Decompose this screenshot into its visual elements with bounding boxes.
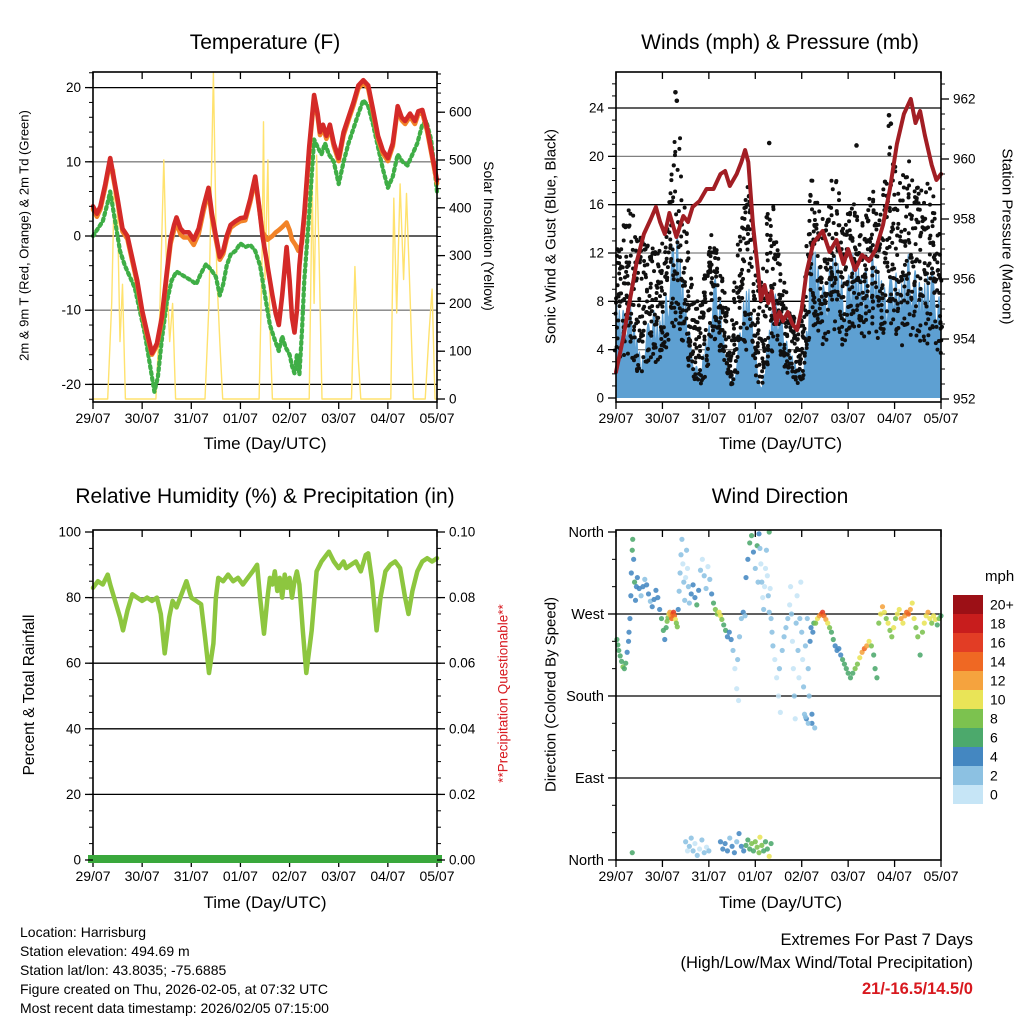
- svg-text:12: 12: [990, 672, 1006, 689]
- svg-text:31/07: 31/07: [691, 868, 727, 884]
- svg-text:0.08: 0.08: [449, 590, 476, 606]
- wind-direction-panel-title: Wind Direction: [711, 485, 849, 508]
- svg-text:0.00: 0.00: [449, 852, 476, 868]
- svg-text:14: 14: [990, 653, 1006, 670]
- winds-xaxis-label: Time (Day/UTC): [718, 434, 843, 453]
- svg-text:29/07: 29/07: [598, 410, 634, 426]
- svg-text:18: 18: [990, 615, 1006, 632]
- svg-text:4: 4: [990, 748, 998, 765]
- svg-text:960: 960: [953, 151, 976, 167]
- svg-text:20+: 20+: [990, 596, 1014, 613]
- svg-text:80: 80: [65, 590, 81, 606]
- svg-text:0: 0: [990, 786, 998, 803]
- footer-elevation: Station elevation: 494.69 m: [20, 943, 190, 959]
- svg-text:02/07: 02/07: [784, 410, 820, 426]
- svg-text:30/07: 30/07: [644, 868, 680, 884]
- wind-direction-xaxis-label: Time (Day/UTC): [718, 893, 843, 912]
- svg-text:300: 300: [449, 248, 472, 264]
- colorbar-title: mph: [985, 568, 1015, 585]
- svg-text:East: East: [574, 770, 604, 787]
- svg-text:20: 20: [588, 148, 604, 164]
- svg-text:-10: -10: [61, 302, 81, 318]
- svg-text:0.04: 0.04: [449, 721, 476, 737]
- svg-text:04/07: 04/07: [877, 410, 913, 426]
- svg-text:600: 600: [449, 104, 472, 120]
- extremes-subtitle: (High/Low/Max Wind/Total Precipitation): [680, 954, 973, 972]
- svg-text:31/07: 31/07: [173, 410, 209, 426]
- temperature-left-axis-label: 2m & 9m T (Red, Orange) & 2m Td (Green): [16, 110, 32, 361]
- svg-text:10: 10: [990, 691, 1006, 708]
- svg-text:29/07: 29/07: [75, 410, 111, 426]
- svg-text:8: 8: [990, 710, 998, 727]
- svg-text:31/07: 31/07: [173, 868, 209, 884]
- svg-text:31/07: 31/07: [691, 410, 727, 426]
- footer-latlon: Station lat/lon: 43.8035; -75.6885: [20, 962, 227, 978]
- svg-text:16: 16: [588, 197, 604, 213]
- svg-text:954: 954: [953, 331, 976, 347]
- svg-text:8: 8: [596, 293, 604, 309]
- humidity-precip-panel-title: Relative Humidity (%) & Precipitation (in): [75, 485, 455, 508]
- svg-text:05/07: 05/07: [923, 868, 959, 884]
- extremes-values: 21/-16.5/14.5/0: [861, 980, 973, 998]
- svg-text:03/07: 03/07: [830, 868, 866, 884]
- extremes-title: Extremes For Past 7 Days: [780, 931, 973, 949]
- solar-right-axis-label: Solar Insolation (Yellow): [481, 161, 497, 311]
- svg-text:100: 100: [449, 343, 472, 359]
- humidity-xaxis-label: Time (Day/UTC): [203, 893, 327, 912]
- svg-text:29/07: 29/07: [75, 868, 111, 884]
- svg-text:02/07: 02/07: [272, 410, 308, 426]
- winds-pressure-panel-title: Winds (mph) & Pressure (mb): [641, 31, 919, 54]
- svg-text:0.06: 0.06: [449, 655, 476, 671]
- svg-text:02/07: 02/07: [272, 868, 308, 884]
- svg-text:400: 400: [449, 200, 472, 216]
- svg-text:03/07: 03/07: [321, 410, 357, 426]
- svg-text:60: 60: [65, 655, 81, 671]
- svg-text:0: 0: [449, 391, 457, 407]
- svg-text:04/07: 04/07: [370, 868, 406, 884]
- svg-text:05/07: 05/07: [419, 410, 455, 426]
- svg-text:952: 952: [953, 391, 976, 407]
- svg-text:04/07: 04/07: [370, 410, 406, 426]
- precip-questionable-label: **Precipitation Questionable**: [495, 604, 511, 783]
- humidity-left-axis-label: Percent & Total Rainfall: [21, 614, 38, 776]
- svg-text:West: West: [571, 606, 604, 623]
- svg-text:02/07: 02/07: [784, 868, 820, 884]
- svg-text:30/07: 30/07: [124, 410, 160, 426]
- svg-text:03/07: 03/07: [321, 868, 357, 884]
- svg-text:01/07: 01/07: [222, 868, 258, 884]
- svg-text:01/07: 01/07: [222, 410, 258, 426]
- svg-text:0: 0: [73, 228, 81, 244]
- svg-text:12: 12: [588, 245, 604, 261]
- svg-text:16: 16: [990, 634, 1006, 651]
- svg-text:30/07: 30/07: [124, 868, 160, 884]
- footer-timestamp: Most recent data timestamp: 2026/02/05 07:15:00: [20, 1000, 329, 1016]
- svg-text:01/07: 01/07: [737, 868, 773, 884]
- svg-text:05/07: 05/07: [923, 410, 959, 426]
- svg-text:0: 0: [73, 852, 81, 868]
- wind-left-axis-label: Sonic Wind & Gust (Blue, Black): [542, 128, 560, 345]
- svg-text:10: 10: [65, 154, 81, 170]
- svg-text:2: 2: [990, 767, 998, 784]
- svg-text:0: 0: [596, 390, 604, 406]
- svg-text:24: 24: [588, 100, 604, 116]
- svg-text:962: 962: [953, 91, 976, 107]
- svg-text:0.10: 0.10: [449, 524, 476, 540]
- footer-created: Figure created on Thu, 2026-02-05, at 07:32 UTC: [20, 981, 328, 997]
- svg-text:29/07: 29/07: [598, 868, 634, 884]
- svg-text:30/07: 30/07: [644, 410, 680, 426]
- svg-text:0.02: 0.02: [449, 786, 476, 802]
- svg-text:01/07: 01/07: [737, 410, 773, 426]
- svg-text:6: 6: [990, 729, 998, 746]
- svg-text:05/07: 05/07: [419, 868, 455, 884]
- svg-text:North: North: [568, 525, 604, 541]
- svg-text:4: 4: [596, 342, 604, 358]
- footer-location: Location: Harrisburg: [20, 924, 147, 940]
- svg-text:04/07: 04/07: [877, 868, 913, 884]
- svg-text:956: 956: [953, 271, 976, 287]
- svg-text:958: 958: [953, 211, 976, 227]
- svg-text:40: 40: [65, 721, 81, 737]
- svg-text:20: 20: [65, 80, 81, 96]
- svg-text:100: 100: [58, 524, 81, 540]
- temperature-panel-title: Temperature (F): [189, 31, 341, 54]
- svg-text:200: 200: [449, 295, 472, 311]
- pressure-right-axis-label: Station Pressure (Maroon): [998, 148, 1016, 325]
- svg-text:500: 500: [449, 152, 472, 168]
- svg-text:North: North: [568, 852, 604, 869]
- svg-text:20: 20: [65, 786, 81, 802]
- svg-text:South: South: [566, 688, 604, 705]
- svg-text:-20: -20: [61, 376, 81, 392]
- temperature-xaxis-label: Time (Day/UTC): [203, 434, 327, 453]
- svg-text:03/07: 03/07: [830, 410, 866, 426]
- direction-left-axis-label: Direction (Colored By Speed): [542, 596, 560, 793]
